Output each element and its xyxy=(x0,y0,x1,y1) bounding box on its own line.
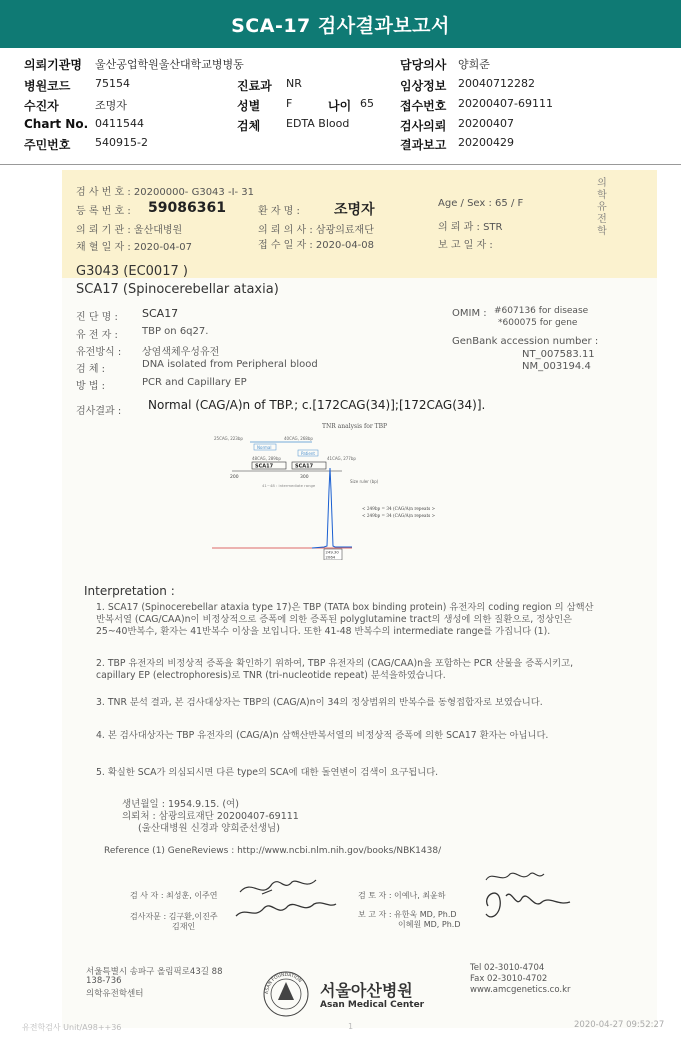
omim-gene: *600075 for gene xyxy=(498,318,578,328)
report-date-value: 20200429 xyxy=(458,136,514,149)
accession-label: 접수번호 xyxy=(400,99,447,113)
sex-value: F xyxy=(286,97,293,110)
examiner: 검 사 자 : 최성훈, 이주연 xyxy=(130,891,218,900)
asan-foundation-seal-icon xyxy=(262,970,310,1018)
chart-value: 0411544 xyxy=(95,117,144,130)
institution-value: 울산공업학원울산대학교병병동 xyxy=(95,58,244,71)
side-vertical-text: 의 학 유 전 학 xyxy=(597,178,607,237)
advisor-2: 김재인 xyxy=(172,922,196,931)
report-title: SCA-17 검사결과보고서 xyxy=(231,14,450,37)
reg-no-label: 등 록 번 호 : xyxy=(76,206,131,217)
sex-label: 성별 xyxy=(237,99,261,113)
clinical-info-label: 임상정보 xyxy=(400,79,447,93)
scanned-report xyxy=(62,170,657,1028)
interpretation-item-5: 5. 확실한 SCA가 의심되시면 다른 type의 SCA에 대한 돌연변이 검색이 요구됩니다. xyxy=(96,767,439,778)
age-sex: Age / Sex : 65 / F xyxy=(438,198,524,209)
fax: Fax 02-3010-4702 xyxy=(470,974,548,984)
peak-annotation-1: < 249bp = 34 (CAG/A)n repeats > xyxy=(362,506,436,511)
dept-value: NR xyxy=(286,77,302,90)
doctor-label: 담당의사 xyxy=(400,58,447,72)
genbank-nm: NM_003194.4 xyxy=(522,361,591,372)
diagnosis-value: SCA17 xyxy=(142,307,179,320)
requesting-institution: 의 뢰 기 관 : 울산대병원 xyxy=(76,225,183,236)
result-value: Normal (CAG/A)n of TBP.; c.[172CAG(34)];[172CAG(34)]. xyxy=(148,398,486,412)
request-label: 검사의뢰 xyxy=(400,119,447,133)
report-title-bar xyxy=(0,0,681,48)
hospital-logo-korean: 서울아산병원 xyxy=(320,981,413,1000)
reviewer: 검 토 자 : 이예나, 최윤하 xyxy=(358,891,446,900)
hospital-code-label: 병원코드 xyxy=(24,79,71,93)
age-label: 나이 xyxy=(328,99,352,113)
electropherogram-peak xyxy=(312,468,352,548)
inheritance-value: 상염색체우성유전 xyxy=(142,347,220,358)
seal-text: ASAN FOUNDATION xyxy=(264,972,303,995)
scan-patient-value: 조명자 xyxy=(334,202,375,218)
figure-label-41cag: 41CAG, 277bp xyxy=(327,456,356,461)
diagnosis-label: 진 단 명 : xyxy=(76,312,118,323)
figure-label-48cag: 48CAG, 289bp xyxy=(252,456,281,461)
examiner-signature xyxy=(232,870,342,930)
institution-label: 의뢰기관명 xyxy=(24,58,82,72)
figure-title: TNR analysis for TBP xyxy=(322,423,388,430)
website: www.amcgenetics.co.kr xyxy=(470,985,571,995)
left-margin xyxy=(0,170,62,278)
gene-value: TBP on 6q27. xyxy=(142,326,209,337)
requesting-dept: 의 뢰 과 : STR xyxy=(438,222,503,233)
test-name: SCA17 (Spinocerebellar ataxia) xyxy=(76,282,279,297)
sca17-box-left-label: SCA17 xyxy=(255,463,274,470)
accession-value: 20200407-69111 xyxy=(458,97,553,110)
interpretation-title: Interpretation : xyxy=(84,584,175,598)
specimen-label: 검체 xyxy=(237,119,261,133)
footer-unit: 유전학검사 Unit/A98++36 xyxy=(22,1023,122,1032)
patient-header xyxy=(0,48,681,165)
received-date: 접 수 일 자 : 2020-04-08 xyxy=(258,240,375,251)
gene-label: 유 전 자 : xyxy=(76,330,118,341)
ruler-tick-200: 200 xyxy=(230,475,239,480)
reference: Reference (1) GeneReviews : http://www.ncbi.nlm.nih.gov/books/NBK1438/ xyxy=(104,846,442,856)
reg-no-value: 59086361 xyxy=(148,200,226,216)
postal-code: 138-736 xyxy=(86,976,122,986)
normal-label: Normal xyxy=(257,445,272,450)
inheritance-label: 유전방식 : xyxy=(76,347,122,358)
referrer: 의뢰처 : 삼광의료재단 20200407-69111 xyxy=(122,811,299,822)
peak-callout-height: 2064 xyxy=(325,554,336,560)
dept-label: 진료과 xyxy=(237,79,272,93)
footer-page: 1 xyxy=(348,1022,354,1031)
figure-label-40cag: 40CAG, 268bp xyxy=(284,436,313,441)
interpretation-item-3: 3. TNR 분석 결과, 본 검사대상자는 TBP의 (CAG/A)n이 34의 정상범위의 반복수를 동형접합자로 보였습니다. xyxy=(96,697,543,708)
specimen-value: EDTA Blood xyxy=(286,117,350,130)
doctor-value: 양희준 xyxy=(458,58,490,71)
omim-label: OMIM : xyxy=(452,308,487,319)
test-number: 검 사 번 호 : 20200000- G3043 -I- 31 xyxy=(76,187,255,198)
interpretation-item-2: 2. TBP 유전자의 비정상적 증폭을 확인하기 위하여, TBP 유전자의 (CAG/CAA)n을 포함하는 PCR 산물을 증폭시키고, capillary EP (electrophoresis)로 TNR (tri-nucleotide repeat) 분석을하였습니다. xyxy=(96,658,574,682)
interpretation-item-1: 1. SCA17 (Spinocerebellar ataxia type 17)은 TBP (TATA box binding protein) 유전자의 coding region 의 삼핵산반복서열 (CAG/CAA)n이 비정상적으로 증폭에 의한 증폭된 polyglutamine tract의 생성에 의한 질환으로, 정상인은 25~40반복수, 환자는 41반복수 이상을 보입니다. 또한 41-48 반복수의 intermediate range를 가집니다 (1). xyxy=(96,602,594,638)
scan-specimen-label: 검 체 : xyxy=(76,364,106,375)
report-date-label: 결과보고 xyxy=(400,138,447,152)
clinical-info-value: 20040712282 xyxy=(458,77,535,90)
genbank-label: GenBank accession number : xyxy=(452,336,599,347)
peak-callout-size: 249.30 xyxy=(325,549,339,555)
tnr-analysis-figure xyxy=(202,420,502,560)
peak-annotation-2: < 249bp = 34 (CAG/A)n repeats > xyxy=(362,513,436,518)
intermediate-range-label: 41~48 : intermediate range xyxy=(262,483,316,488)
size-ruler-label: Size ruler (bp) xyxy=(350,479,379,484)
hospital-code-value: 75154 xyxy=(95,77,130,90)
referrer-detail: (울산대병원 신경과 양희준선생님) xyxy=(138,823,280,834)
request-value: 20200407 xyxy=(458,117,514,130)
sca17-box-right-label: SCA17 xyxy=(295,463,314,470)
reporter-2: 이혜원 MD, Ph.D xyxy=(398,920,461,929)
hospital-logo-english: Asan Medical Center xyxy=(320,1000,425,1010)
method-value: PCR and Capillary EP xyxy=(142,377,247,388)
patient-value: 조명자 xyxy=(95,99,127,112)
scan-specimen-value: DNA isolated from Peripheral blood xyxy=(142,359,318,370)
figure-label-25cag: 25CAG, 223bp xyxy=(214,436,243,441)
collection-date: 채 혈 일 자 : 2020-04-07 xyxy=(76,242,193,253)
report-date: 보 고 일 자 : xyxy=(438,240,493,251)
birth-date: 생년월일 : 1954.9.15. (여) xyxy=(122,799,239,810)
rrn-value: 540915-2 xyxy=(95,136,148,149)
interpretation-item-4: 4. 본 검사대상자는 TBP 유전자의 (CAG/A)n 삼핵산반복서열의 비정상적 증폭에 의한 SCA17 환자는 아닙니다. xyxy=(96,730,549,741)
chart-label: Chart No. xyxy=(24,117,89,131)
patient-label: Patient xyxy=(301,451,315,456)
omim-disease: #607136 for disease xyxy=(494,306,589,316)
method-label: 방 법 : xyxy=(76,381,106,392)
scan-patient-label: 환 자 명 : xyxy=(258,206,300,217)
patient-label: 수진자 xyxy=(24,99,59,113)
reporter: 보 고 자 : 유한욱 MD, Ph.D xyxy=(358,910,457,919)
result-label: 검사결과 : xyxy=(76,406,122,417)
test-code: G3043 (EC0017 ) xyxy=(76,264,188,279)
genbank-nt: NT_007583.11 xyxy=(522,349,595,360)
rrn-label: 주민번호 xyxy=(24,138,71,152)
advisor: 검사자문 : 김구환,이진주 xyxy=(130,912,218,921)
address: 서울특별시 송파구 올림픽로43길 88 xyxy=(86,967,223,977)
timestamp: 2020-04-27 09:52:27 xyxy=(574,1020,665,1030)
reviewer-signature xyxy=(472,866,582,932)
telephone: Tel 02-3010-4704 xyxy=(470,963,545,973)
department-name: 의학유전학센터 xyxy=(86,989,144,999)
age-value: 65 xyxy=(360,97,374,110)
ruler-tick-300: 300 xyxy=(300,475,309,480)
requesting-doctor: 의 뢰 의 사 : 삼광의료재단 xyxy=(258,225,374,236)
